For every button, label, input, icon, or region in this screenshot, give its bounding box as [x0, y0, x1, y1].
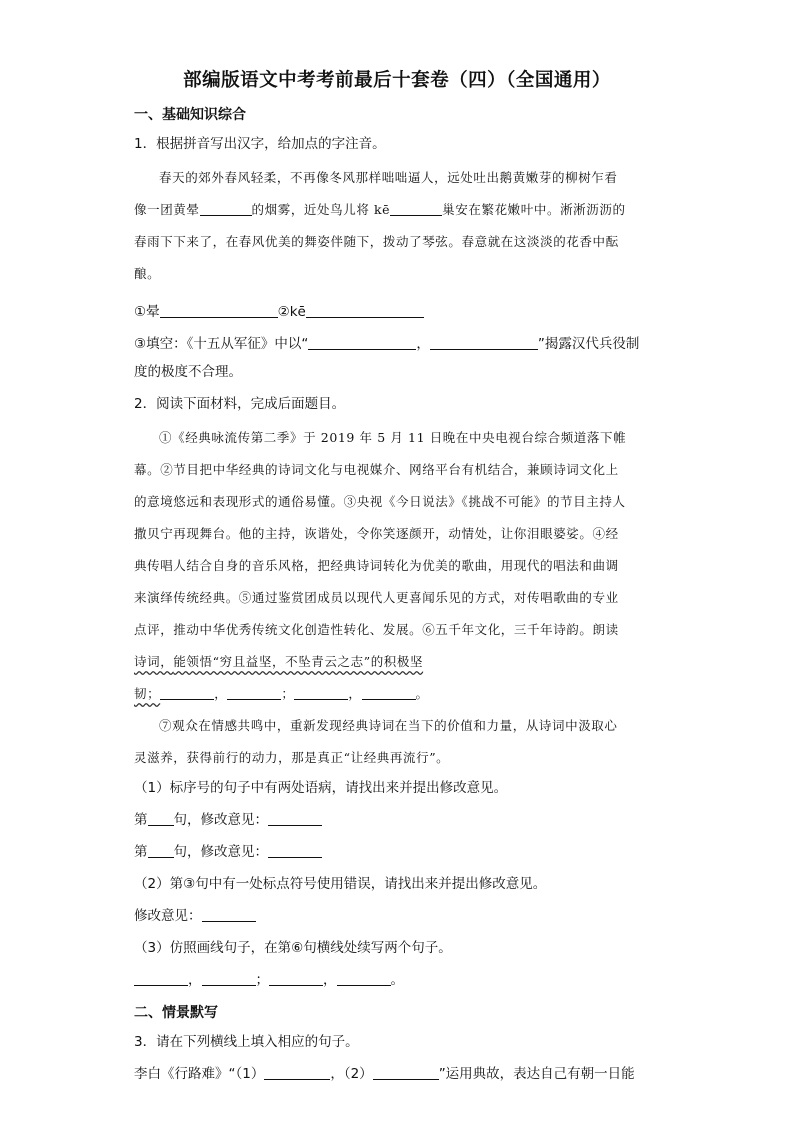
row-label: 句，修改意见： [173, 812, 268, 828]
row-label: 修改意见： [134, 908, 202, 924]
row-label: 句，修改意见： [173, 844, 268, 860]
material-line: ⑦观众在情感共鸣中，重新发现经典诗词在当下的价值和力量，从诗词中汲取心 [159, 718, 618, 733]
passage-text: 的烟雾，近处鸟儿将 kē [251, 202, 391, 217]
underlined-sentence: 能领悟“穷且益坚，不坠青云之志”的积极坚 [173, 654, 424, 669]
punctuation: ； [255, 972, 269, 988]
answer-row [134, 902, 660, 930]
sub-question-3: （3）仿照画线句子，在第⑥句横线处续写两个句子。 [134, 940, 452, 956]
underlined-sentence: 韧； [134, 686, 161, 701]
fill-in-question [134, 330, 660, 358]
answer-blank[interactable] [306, 303, 424, 318]
answer-blank[interactable] [148, 811, 174, 826]
passage-text: 春天的郊外春风轻柔，不再像冬风那样咄咄逼人，远处吐出鹅黄嫩芽的柳树乍看 [159, 170, 618, 185]
material-line: 的意境悠远和表现形式的通俗易懂。③央视《今日说法》《挑战不可能》的节目主持人 [134, 494, 626, 509]
material-line: ①《经典咏流传第二季》于 2019 年 5 月 11 日晚在中央电视台综合频道落下帷 [159, 430, 627, 445]
punctuation: ， [323, 972, 337, 988]
answer-label: ②kē [277, 304, 306, 320]
question-2-material [134, 422, 660, 774]
answer-row [134, 966, 660, 994]
material-line: 典传唱人结合自身的音乐风格，把经典诗词转化为优美的歌曲，用现代的唱法和曲调 [134, 558, 619, 573]
answer-blank[interactable] [268, 811, 322, 826]
sub-question-1: （1）标序号的句子中有两处语病，请找出来并提出修改意见。 [134, 780, 508, 796]
punctuation: ， [188, 972, 202, 988]
answer-blank[interactable] [134, 971, 188, 986]
answer-line-pinyin [134, 298, 660, 326]
section-heading-basics: 一、基础知识综合 [134, 107, 246, 123]
passage-text: 春雨下下来了，在春风优美的舞姿伴随下，拨动了琴弦。春意就在这淡淡的花香中酝 [134, 234, 619, 249]
material-line: 点评，推动中华优秀传统文化创造性转化、发展。⑥五千年文化，三千年诗韵。朗读 [134, 622, 619, 637]
answer-label: ①晕 [134, 304, 160, 320]
blank-line[interactable] [390, 201, 442, 216]
answer-blank[interactable] [227, 685, 281, 700]
question-3-line [134, 1060, 660, 1088]
section-heading-recitation: 二、情景默写 [134, 1005, 218, 1021]
material-line: 来演绎传统经典。⑤通过鉴赏团成员以现代人更喜闻乐见的方式，对传唱歌曲的专业 [134, 590, 619, 605]
question-1-passage [134, 162, 660, 290]
answer-blank[interactable] [148, 843, 174, 858]
answer-blank[interactable] [337, 971, 391, 986]
material-line [134, 678, 660, 710]
punctuation: ； [281, 686, 295, 701]
material-line [134, 646, 660, 678]
punctuation: 。 [415, 686, 429, 701]
answer-blank[interactable] [268, 843, 322, 858]
row-label: 第 [134, 844, 148, 860]
material-line: 撒贝宁再现舞台。他的主持，诙谐处，令你笑逐颜开，动情处，让你泪眼婆娑。④经 [134, 526, 619, 541]
material-line: 灵滋养，获得前行的动力，那是真正“让经典再流行”。 [134, 750, 450, 765]
answer-blank[interactable] [160, 685, 214, 700]
answer-blank[interactable] [430, 335, 538, 350]
answer-blank[interactable] [264, 1065, 330, 1080]
answer-blank[interactable] [294, 685, 348, 700]
answer-blank[interactable] [202, 907, 256, 922]
fill-text: ”揭露汉代兵役制 [537, 336, 640, 352]
answer-blank[interactable] [269, 971, 323, 986]
underlined-sentence: 诗词， [134, 654, 174, 669]
question-text: ，（2） [330, 1066, 373, 1082]
question-1-prompt: 1．根据拼音写出汉字，给加点的字注音。 [134, 136, 386, 152]
answer-blank[interactable] [362, 685, 416, 700]
sub-question-2: （2）第③句中有一处标点符号使用错误，请找出来并提出修改意见。 [134, 876, 547, 892]
passage-text: 巢安在繁花嫩叶中。淅淅沥沥的 [442, 202, 626, 217]
question-2-prompt: 2．阅读下面材料，完成后面题目。 [134, 396, 346, 412]
answer-blank[interactable] [373, 1065, 439, 1080]
question-text: ”运用典故，表达自己有朝一日能 [438, 1066, 635, 1082]
question-text: 李白《行路难》“（1） [134, 1066, 265, 1082]
passage-text: 酿。 [134, 266, 161, 281]
row-label: 第 [134, 812, 148, 828]
answer-blank[interactable] [202, 971, 256, 986]
page-title: 部编版语文中考考前最后十套卷（四）（全国通用） [183, 70, 611, 91]
material-line: 幕。②节目把中华经典的诗词文化与电视媒介、网络平台有机结合，兼顾诗词文化上 [134, 462, 619, 477]
answer-blank[interactable] [308, 335, 416, 350]
answer-row [134, 806, 660, 834]
passage-text: 像一团黄晕 [134, 202, 200, 217]
blank-line[interactable] [200, 201, 252, 216]
question-3-prompt: 3．请在下列横线上填入相应的句子。 [134, 1034, 359, 1050]
punctuation: ， [348, 686, 362, 701]
answer-row [134, 838, 660, 866]
punctuation: 。 [390, 972, 404, 988]
fill-text: ， [416, 336, 430, 352]
fill-text: ③填空：《十五从军征》中以“ [134, 336, 309, 352]
fill-in-question-cont: 度的极度不合理。 [134, 364, 242, 380]
answer-blank[interactable] [160, 303, 278, 318]
punctuation: ， [214, 686, 228, 701]
